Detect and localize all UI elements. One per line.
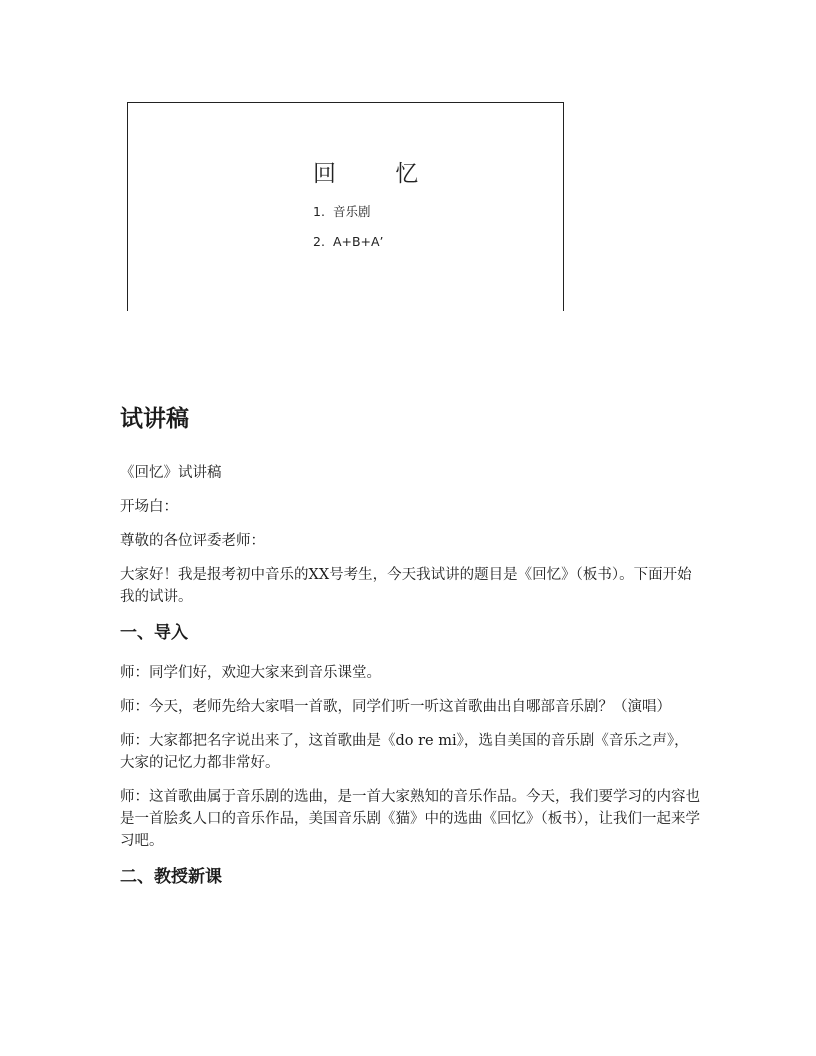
- board-item-1: [313, 202, 370, 220]
- board-title: 回 忆: [313, 161, 445, 187]
- paragraph: 开场白：: [120, 499, 178, 515]
- paragraph: 师：今天，老师先给大家唱一首歌，同学们听一听这首歌曲出自哪部音乐剧？（演唱）: [120, 699, 671, 715]
- board-item-text: A+B+A’: [332, 234, 384, 249]
- paragraph: 尊敬的各位评委老师：: [120, 533, 265, 549]
- paragraph: 师：大家都把名字说出来了，这首歌曲是《do re mi》，选自美国的音乐剧《音乐之声》，大家的记忆力都非常好。: [120, 733, 689, 771]
- board-item-number: 2.: [313, 234, 325, 249]
- section-heading: 一、导入: [120, 623, 188, 643]
- blackboard-frame: [127, 102, 564, 311]
- paragraph: 师：同学们好，欢迎大家来到音乐课堂。: [120, 665, 381, 681]
- paragraph: 大家好！我是报考初中音乐的XX号考生，今天我试讲的题目是《回忆》（板书）。下面开始我的试讲。: [120, 567, 692, 605]
- paragraph: 《回忆》试讲稿: [120, 465, 222, 481]
- section-heading: 二、教授新课: [120, 867, 222, 887]
- board-item-number: 1.: [313, 204, 325, 219]
- document-title: 试讲稿: [120, 406, 189, 432]
- paragraph: 师：这首歌曲属于音乐剧的选曲，是一首大家熟知的音乐作品。今天，我们要学习的内容也是一首脍炙人口的音乐作品，美国音乐剧《猫》中的选曲《回忆》（板书），让我们一起来学习吧。: [120, 789, 700, 849]
- script-content: [120, 400, 700, 906]
- board-item-2: [313, 234, 384, 249]
- board-item-text: 音乐剧: [332, 204, 371, 219]
